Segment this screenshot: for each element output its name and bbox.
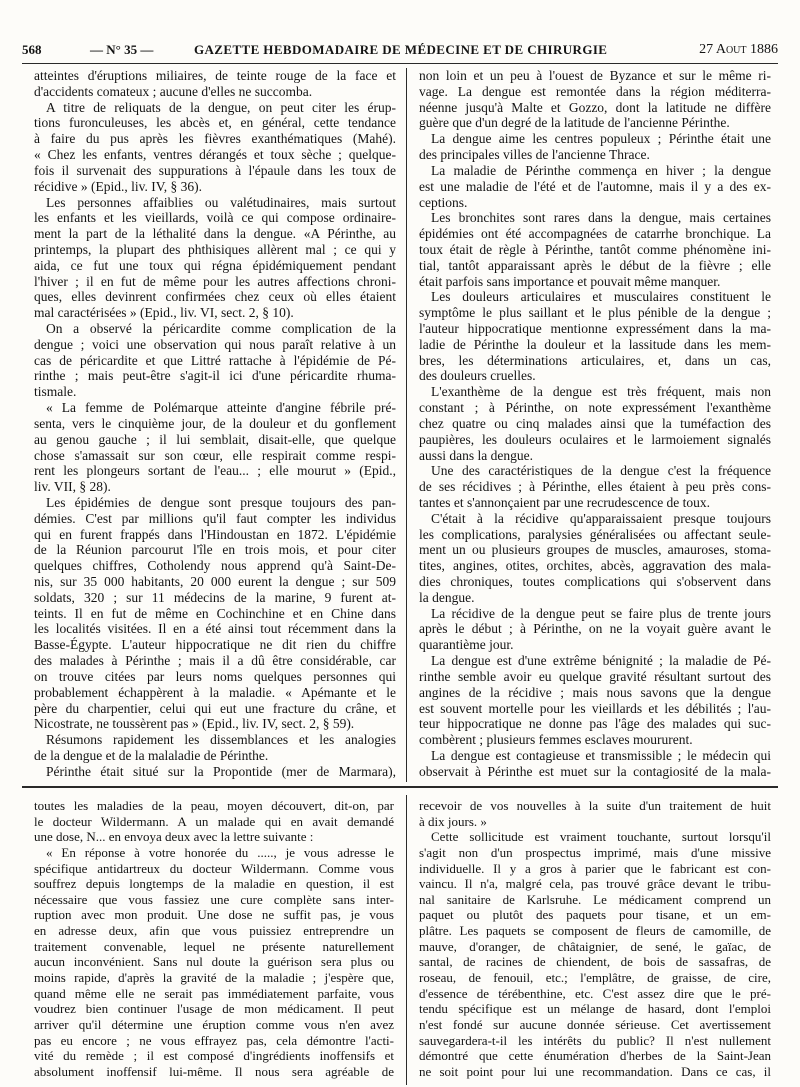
- text-line: le docteur Wildermann. A un malade qui en avait demandé: [34, 813, 394, 829]
- text-line: quand même elle ne serait pas immédiatement parfaite, vous: [34, 985, 394, 1001]
- text-line: recevoir de vos nouvelles à la suite d'un traitement de huit: [419, 798, 771, 813]
- issue-number: — N° 35 —: [90, 42, 154, 57]
- text-line: La maladie de Périnthe commença en hiver ; la dengue: [431, 162, 771, 178]
- paragraph: [419, 210, 771, 289]
- text-line: Une des caractéristiques de la dengue c'est la fréquence: [431, 463, 771, 479]
- text-line: des douleurs cruelles.: [419, 368, 536, 384]
- paragraph: [419, 384, 771, 463]
- text-line: sauvegardera-t-il les intérêts du public? Il n'est nullement: [419, 1032, 771, 1048]
- text-line: vité du remède ; il est composé d'ingrédients inoffensifs et: [34, 1048, 394, 1064]
- text-line: La récidive de la dengue peut se faire plus de trente jours: [431, 605, 771, 621]
- text-line: soldats, 320 ; sur 11 médecins de la marine, 9 furent at-: [34, 589, 396, 605]
- text-line: récidive » (Epid., liv. IV, § 36).: [34, 178, 202, 194]
- text-line: Basse-Égypte. L'auteur hippocratique ne dit rien du chiffre: [34, 637, 396, 653]
- section-divider: [22, 786, 778, 788]
- text-line: senta, vers le cinquième jour, de la douleur et du gonflement: [34, 415, 396, 431]
- text-line: ment un ou plusieurs groupes de muscles, amauroses, stoma-: [419, 542, 771, 558]
- paragraph: [34, 400, 396, 495]
- text-line: est souvent mortelle pour les vieillards et les débilités ; l'au-: [419, 700, 771, 716]
- text-line: moins rapide, d'après la gravité de la maladie ; j'espère que,: [34, 970, 394, 986]
- text-line: constant ; à Périnthe, on note expressément l'exanthème: [419, 400, 771, 416]
- text-line: qui en furent frappés dans l'Hindoustan en 1872. L'épidémie: [34, 526, 396, 542]
- text-line: néenne jusqu'à Malte et Gozzo, dont la latitude ne diffère: [419, 99, 771, 115]
- text-line: d'accidents comateux ; aucune d'elles ne succomba.: [34, 83, 313, 99]
- text-line: nal sanitaire de Karlsruhe. Le médicament comprend un: [419, 891, 771, 907]
- text-line: pas eu encore ; ne vous effrayez pas, cela démontre l'acti-: [34, 1032, 394, 1048]
- text-line: combèrent ; plusieurs femmes esclaves moururent.: [419, 732, 693, 748]
- paragraph: [419, 511, 771, 606]
- text-line: non loin et un peu à l'ouest de Byzance et sur le même ri-: [419, 68, 771, 83]
- text-line: chez quatre ou cinq malades ainsi que la tuméfaction des: [419, 415, 771, 431]
- text-line: teur hippocratique ne donne pas l'âge des malades qui suc-: [419, 716, 771, 732]
- text-line: une dose, N... en envoya deux avec la lettre suivante :: [34, 829, 314, 845]
- text-line: ceptions.: [419, 194, 468, 210]
- text-line: voudrez bien continuer l'usage de mon médicament. Il peut: [34, 1001, 394, 1017]
- text-line: symptôme le plus saillant et le plus pénible de la dengue ;: [419, 305, 771, 321]
- paragraph: [34, 845, 394, 1080]
- text-line: cas de péricardite et que Littré rattache à l'épidémie de Pé-: [34, 352, 396, 368]
- text-line: atteintes d'éruptions miliaires, de teinte rouge de la face et: [34, 68, 396, 83]
- paragraph: [419, 68, 771, 131]
- text-line: l'hiver ; il en fut de même pour les autres affections chroni-: [34, 273, 396, 289]
- text-line: tial, tantôt apparaissant après le début de la fièvre ; elle: [419, 257, 771, 273]
- text-line: paquet ou plutôt des paquets pour tisane, et un em-: [419, 907, 771, 923]
- text-line: L'exanthème de la dengue est très fréquent, mais non: [431, 384, 771, 400]
- paragraph: [419, 748, 771, 780]
- text-line: des malades à Périnthe ; mais il a dû être considérable, car: [34, 653, 396, 669]
- text-line: ruption avec mon produit. Une dose ne suffit pas, je vous: [34, 907, 394, 923]
- column-rule: [406, 68, 407, 782]
- paragraph: [419, 798, 771, 829]
- text-line: plâtre. Les paquets se composent de fleurs de camomille, de: [419, 923, 771, 939]
- text-line: tions furonculeuses, les abcès et, en général, cette tendance: [34, 115, 396, 131]
- column-rule: [406, 795, 407, 1085]
- text-line: absolument inoffensif lui-même. Il nous sera agréable de: [34, 1063, 394, 1079]
- paragraph: [419, 463, 771, 510]
- text-line: Cette sollicitude est vraiment touchante, surtout lorsqu'il: [431, 829, 771, 845]
- text-line: paupières, les douleurs oculaires et le larmoiement signalés: [419, 431, 771, 447]
- text-line: Nicostrate, ne toussèrent pas » (Epid., liv. IV, sect. 2, § 59).: [34, 716, 355, 732]
- text-line: chose s'amassait sur son cœur, elle respirait comme respi-: [34, 447, 396, 463]
- text-line: probablement échappèrent à la maladie. « Apémante et le: [34, 684, 396, 700]
- text-line: tantes et s'annonçaient par une recrudescence de toux.: [419, 494, 711, 510]
- text-line: rent les plongeurs sortant de l'eau... ; elle mourut » (Epid.,: [34, 463, 396, 479]
- text-line: Les épidémies de dengue sont presque toujours des pan-: [46, 494, 396, 510]
- header-rule: [22, 63, 778, 64]
- paragraph: [419, 606, 771, 653]
- text-line: La dengue est contagieuse et transmissible ; le médecin qui: [431, 747, 771, 763]
- text-line: arriver qu'il détermine une éruption comme vous n'en avez: [34, 1016, 394, 1032]
- text-line: aussi dans la dengue.: [419, 447, 533, 463]
- text-line: de ses récidives ; à Périnthe, elles étaient à peu près cons-: [419, 479, 771, 495]
- text-line: fois il survenait des suppurations à l'épaule dans les toux de: [34, 162, 396, 178]
- text-line: mauve, d'oranger, de châtaignier, de sené, le gaïac, de: [419, 938, 771, 954]
- text-line: tendu spécifique est un mélange de hasard, dont l'emploi: [419, 1001, 771, 1017]
- text-line: au genou gauche ; il lui semblait, disait-elle, que quelque: [34, 431, 396, 447]
- paragraph: [34, 68, 396, 100]
- text-line: Les personnes affaiblies ou valétudinaires, mais surtout: [46, 194, 396, 210]
- text-line: aida, ce fut une toux qui régna épidémiquement pendant: [34, 257, 396, 273]
- text-line: La dengue est d'une extrême bénignité ; la maladie de Pé-: [431, 653, 771, 669]
- article-column-left: [34, 68, 396, 780]
- text-line: des principales villes de l'ancienne Thrace.: [419, 147, 650, 163]
- text-line: liv. VII, § 28).: [34, 479, 111, 495]
- text-line: santal, de racines de chiendent, de bois de sassafras, de: [419, 954, 771, 970]
- text-line: les localités visitées. Il en a été ainsi tout récemment dans la: [34, 621, 396, 637]
- text-line: individuelle. Il y a gros à parier que le fabricant est con-: [419, 860, 771, 876]
- text-line: vaincu. Il n'a, malgré cela, pas trouvé grâce devant le tribu-: [419, 876, 771, 892]
- text-line: de la Réunion parcourut l'île en trois mois, et pour citer: [34, 542, 396, 558]
- paragraph: [419, 653, 771, 748]
- text-line: à dix jours. »: [419, 813, 487, 829]
- text-line: père du charpentier, celui qui eut une fracture du crâne, et: [34, 700, 396, 716]
- text-line: Les douleurs articulaires et musculaires constituent le: [431, 289, 771, 305]
- issue-date: 27 Aout 1886: [699, 42, 778, 57]
- text-line: A titre de reliquats de la dengue, on peut citer les érup-: [46, 99, 396, 115]
- text-line: souffrez depuis longtemps de la maladie en question, il est: [34, 876, 394, 892]
- text-line: rinthe semble avoir eu quelque gravité résultant surtout des: [419, 668, 771, 684]
- paragraph: [419, 289, 771, 384]
- text-line: tismale.: [34, 384, 77, 400]
- paragraph: [34, 798, 394, 845]
- text-line: mal caractérisées » (Epid., liv. VI, sect. 2, § 10).: [34, 305, 294, 321]
- text-line: après le début ; à Périnthe, on ne la voyait guère avant le: [419, 621, 771, 637]
- text-line: les enfants et les vieillards, voilà ce qui compose ordinaire-: [34, 210, 396, 226]
- text-line: de la dengue et de la malaladie de Périnthe.: [34, 747, 269, 763]
- text-line: démies. C'est par millions qu'il faut compter les individus: [34, 510, 396, 526]
- text-line: toutes les maladies de la peau, moyen découvert, dit-on, par: [34, 798, 394, 813]
- text-line: ne soit point pour lui une recommandation. Dans ce cas, il: [419, 1063, 771, 1079]
- paragraph: [34, 321, 396, 400]
- text-line: observait à Périnthe est muet sur la contagiosité de la mala-: [419, 763, 771, 779]
- text-line: quelques chiffres, Cotholendy nous apprend qu'à Saint-De-: [34, 558, 396, 574]
- text-line: n'est fondé sur aucune donnée sérieuse. Cet avertissement: [419, 1016, 771, 1032]
- text-line: nis, sur 35 000 habitants, 20 000 eurent la dengue ; sur 509: [34, 574, 396, 589]
- text-line: Les bronchites sont rares dans la dengue, mais certaines: [431, 210, 771, 226]
- text-line: dengue ; voici une observation qui nous paraît relative à un: [34, 336, 396, 352]
- paragraph: [419, 131, 771, 163]
- text-line: d'essence de térébenthine, etc. C'est assez dire que le pré-: [419, 985, 771, 1001]
- text-line: printemps, la plupart des phthisiques allèrent mal ; ce qui y: [34, 241, 396, 257]
- text-line: roseau, de fenouil, etc.; l'emplâtre, de graisse, de cire,: [419, 970, 771, 986]
- text-line: Résumons rapidement les dissemblances et les analogies: [46, 732, 396, 748]
- paragraph: [419, 829, 771, 1079]
- text-line: quarantième jour.: [419, 637, 514, 653]
- text-line: la dengue.: [419, 589, 475, 605]
- text-line: traitement convenable, lequel ne présente naturellement: [34, 938, 394, 954]
- text-line: ladie de Périnthe la douleur et la lassitude dans les mem-: [419, 336, 771, 352]
- text-line: on trouve citées par leurs noms quelques personnes qui: [34, 668, 396, 684]
- text-line: teints. Il en fut de même en Cochinchine et en Chine dans: [34, 605, 396, 621]
- paragraph: [34, 732, 396, 764]
- text-line: ment la part de la léthalité dans la dengue. «A Périnthe, au: [34, 226, 396, 242]
- text-line: On a observé la péricardite comme complication de la: [46, 321, 396, 336]
- page-number: 568: [22, 42, 42, 57]
- text-line: ques, elles devinrent confirmées chez ceux où elles étaient: [34, 289, 396, 305]
- text-line: l'auteur hippocratique mentionne expressément dans la ma-: [419, 321, 771, 336]
- text-line: guère que d'un degré de la latitude de l'ancienne Périnthe.: [419, 115, 730, 131]
- text-line: est une maladie de l'été et de l'automne, mais il y a des ex-: [419, 178, 771, 194]
- text-line: C'était à la récidive qu'apparaissaient presque toujours: [431, 510, 771, 526]
- text-line: « Chez les enfants, ventres dérangés et toux sèche ; quelque-: [34, 147, 396, 163]
- text-line: dies chroniques, toutes complications qui s'observent dans: [419, 574, 771, 589]
- text-line: spécifique antidartreux du docteur Wildermann. Comme vous: [34, 860, 394, 876]
- text-line: vage. La dengue est remontée dans la région méditerra-: [419, 83, 771, 99]
- text-line: nécessaire que vous fassiez une cure complète sans inter-: [34, 891, 394, 907]
- text-line: rinthe ; mais peut-être s'agit-il ici d'une péricardite rhuma-: [34, 368, 396, 384]
- paragraph: [34, 764, 396, 780]
- notice-column-left: [34, 798, 394, 1080]
- text-line: La dengue aime les centres populeux ; Périnthe était une: [431, 131, 771, 147]
- article-column-right: [419, 68, 771, 780]
- notice-column-right: [419, 798, 771, 1080]
- paragraph: [419, 163, 771, 210]
- journal-title: GAZETTE HEBDOMADAIRE DE MÉDECINE ET DE CHIRURGIE: [194, 42, 608, 57]
- text-line: en adresse deux, afin que vous puissiez entreprendre un: [34, 923, 394, 939]
- text-line: « La femme de Polémarque atteinte d'angine fébrile pré-: [46, 400, 396, 416]
- text-line: à faire du pus après les fièvres exanthématiques (Mahé).: [34, 131, 396, 147]
- text-line: aucun inconvénient. Sans nul doute la guérison sera plus ou: [34, 954, 394, 970]
- text-line: angines de la récidive ; mais nous savons que la dengue: [419, 684, 771, 700]
- text-line: s'agit non d'un prospectus imprimé, mais d'une missive: [419, 844, 771, 860]
- paragraph: [34, 100, 396, 195]
- text-line: démontré que cette énumération d'herbes de la Saint-Jean: [419, 1048, 771, 1064]
- paragraph: [34, 195, 396, 322]
- text-line: « En réponse à votre honorée du ....., je vous adresse le: [46, 844, 394, 860]
- text-line: les complications, paralysies généralisées ou affectant seule-: [419, 526, 771, 542]
- paragraph: [34, 495, 396, 732]
- text-line: tites, angines, otites, orchites, abcès, aggravation des mala-: [419, 558, 771, 574]
- text-line: bres, les déterminations articulaires, et, dans un cas,: [419, 352, 771, 368]
- text-line: était parfois sans importance et pouvait même manquer.: [419, 273, 721, 289]
- text-line: toux était de règle à Périnthe, tantôt comme phénomène ini-: [419, 241, 771, 257]
- text-line: Périnthe était situé sur la Propontide (mer de Marmara),: [46, 763, 396, 779]
- text-line: épidémies ont été accompagnées de catarrhe bronchique. La: [419, 226, 771, 242]
